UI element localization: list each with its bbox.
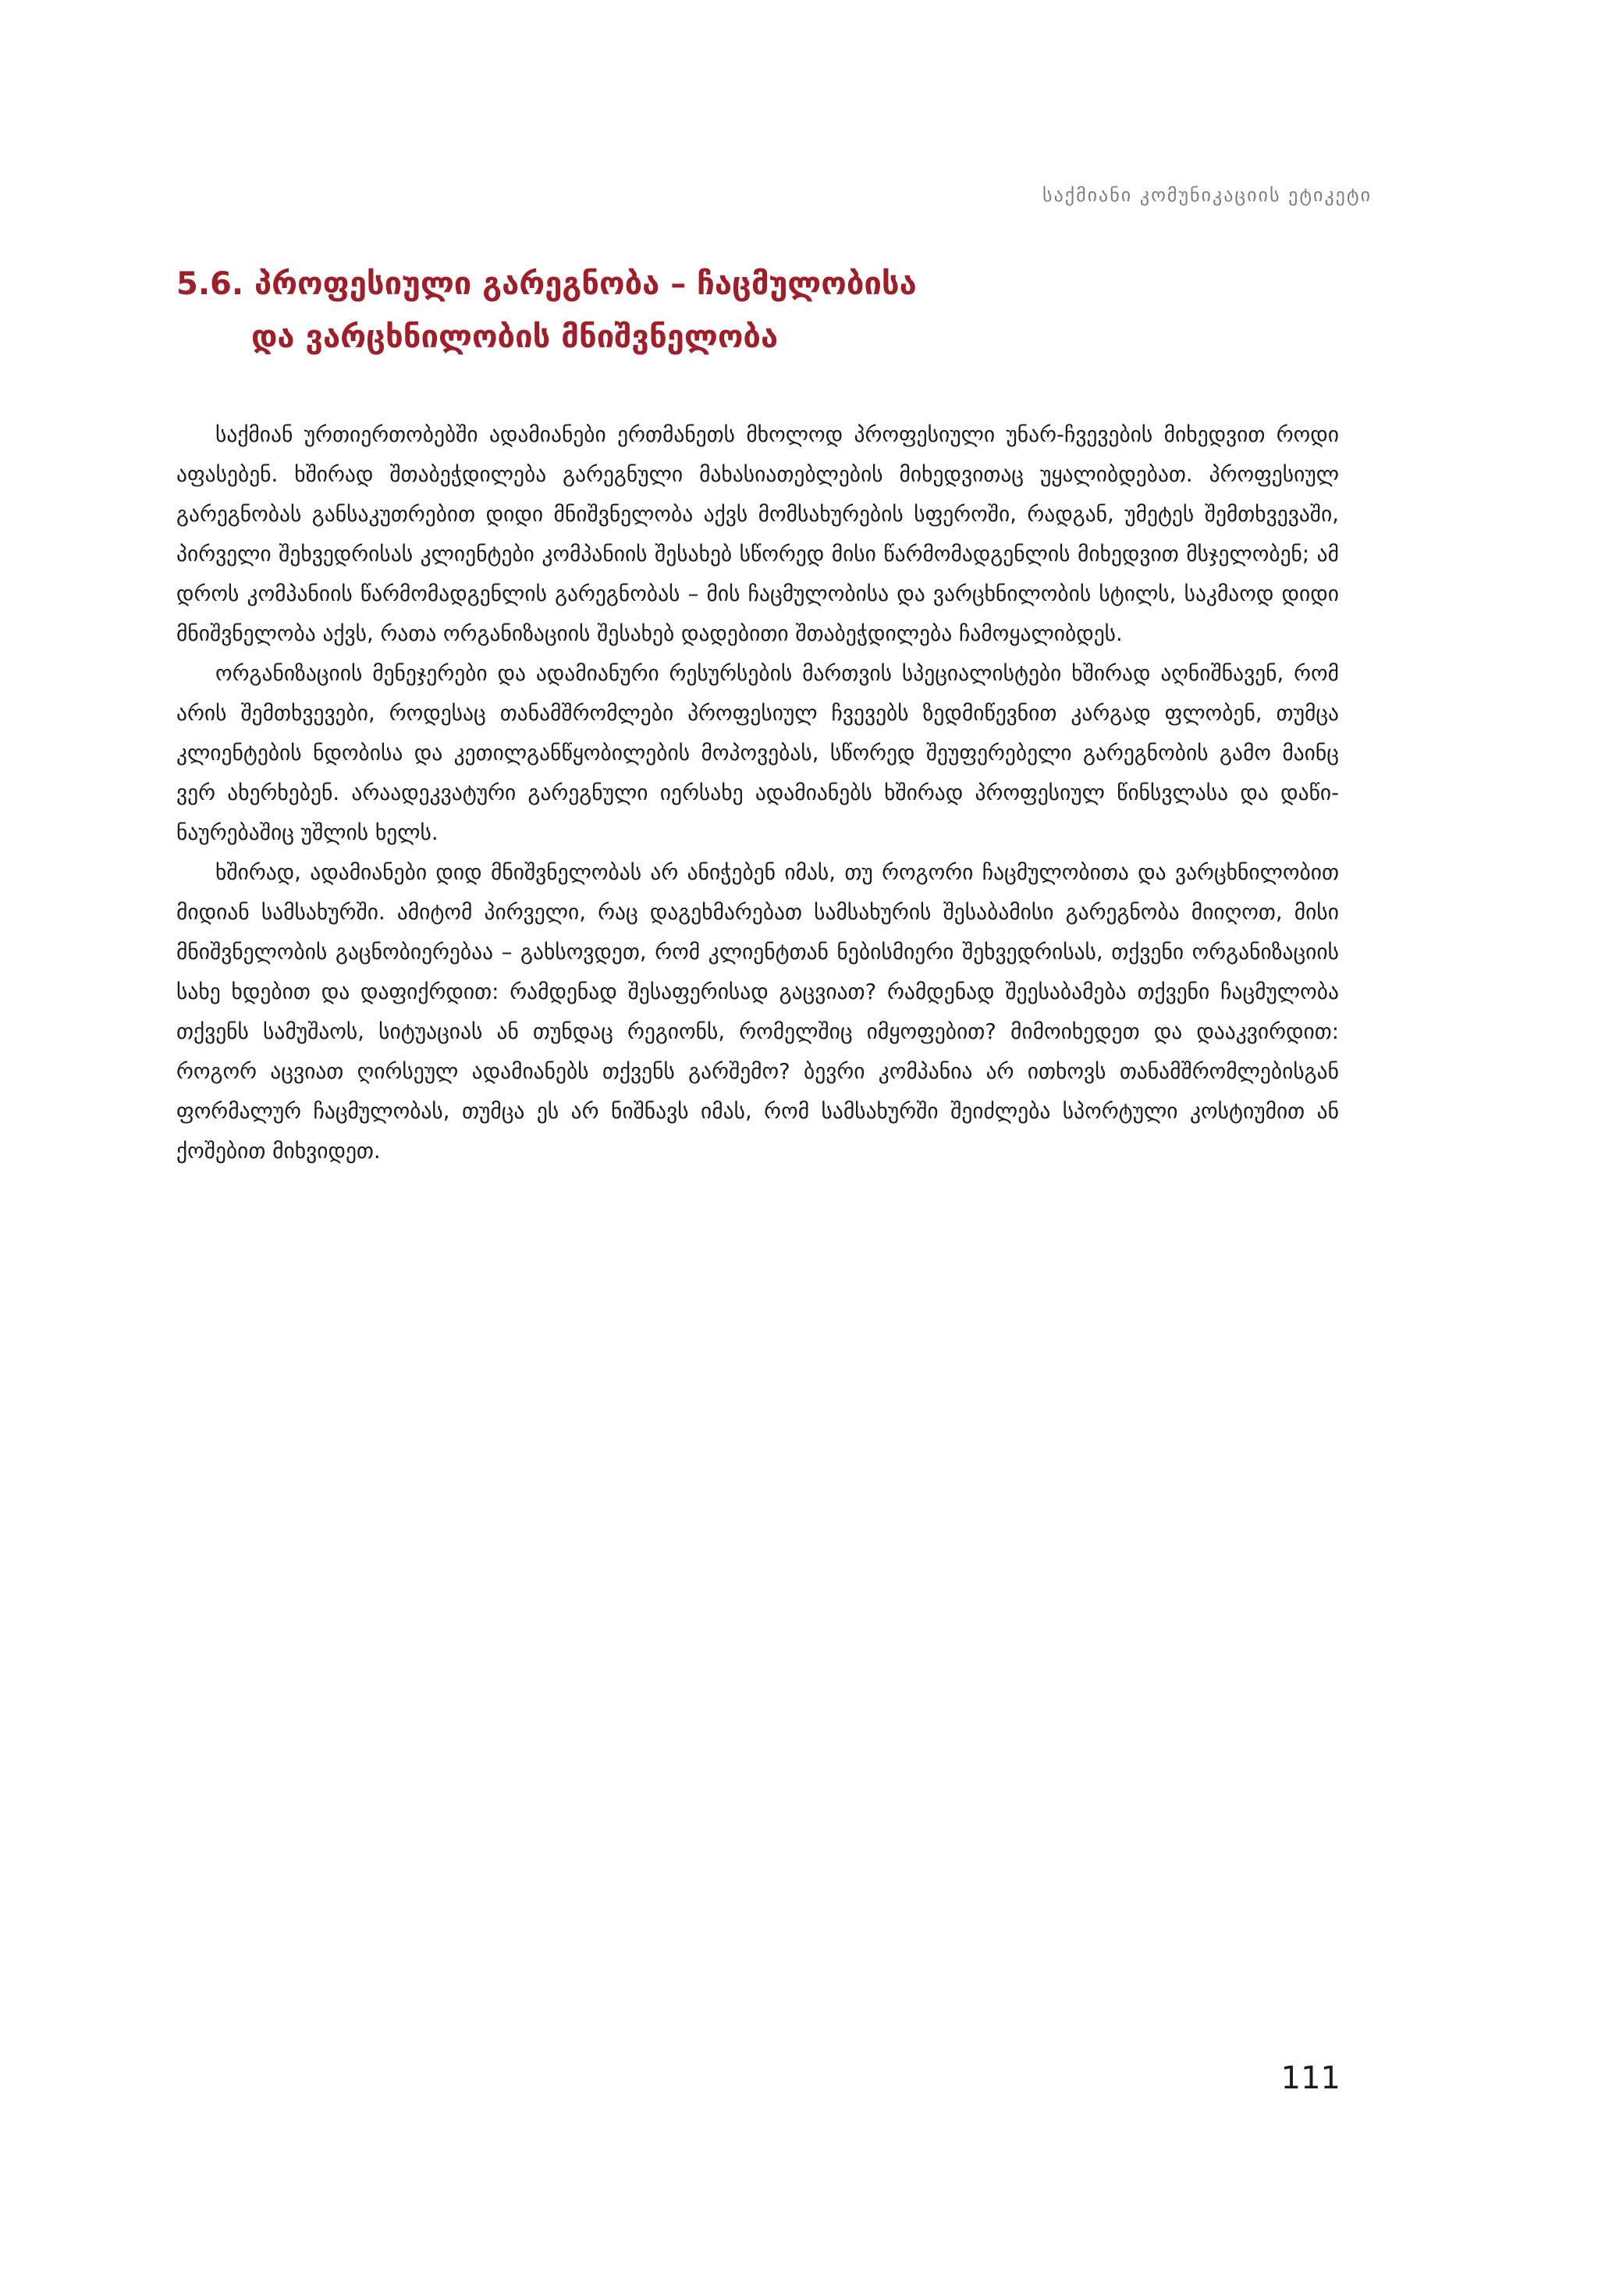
section-title (176, 258, 1394, 364)
section-title-line-2: და ვარცხნილობის მნიშვნელობა (251, 319, 779, 355)
page-number: 111 (1280, 2060, 1341, 2096)
paragraph-3: ხშირად, ადამიანები დიდ მნიშვნელობას არ ანიჭებენ იმას, თუ როგორი ჩაცმულობითა და ვარცხნილობით მიდიან სამსახურში. ამიტომ პირველი, რაც დაგეხმარებათ სამსახურის შესაბამისი გარეგნობა მიიღოთ, მისი მნიშვნელობის გაცნობიერებაა – გახსოვდეთ, რომ კლიენტთან ნებისმიერი შეხვედრისას, თქვენი ორგანიზაციის სახე ხდებით და დაფიქრდით: რამდენად შესაფერისად გაცვიათ? რამდენად შეესაბამება თქვენი ჩაცმულობა თქვენს სამუშაოს, სიტუაციას ან თუნდაც რეგიონს, რომელშიც იმყოფებით? მიმოიხედეთ და დააკვირდით: როგორ აცვიათ ღირსეულ ადამიანებს თქვენს გარშემო? ბევრი კომპანია არ ითხოვს თანამშრომლებისგან ფორმალურ ჩაცმულობას, თუმცა ეს არ ნიშნავს იმას, რომ სამსახურში შეიძლება სპორტული კოსტიუმით ან ქოშებით მიხვიდეთ. (176, 860, 1339, 1164)
paragraph-1: საქმიან ურთიერთობებში ადამიანები ერთმანეთს მხოლოდ პროფესიული უნარ-ჩვევების მიხედვით როდი აფასებენ. ხშირად შთაბეჭდილება გარეგნული მახასიათებლების მიხედვითაც უყალიბდებათ. პროფესიულ გარეგნობას განსაკუთრებით დიდი მნიშვნელობა აქვს მომსახურების სფეროში, რადგან, უმეტეს შემთხვევაში, პირველი შეხვედრისას კლიენტები კომპანიის შესახებ სწორედ მისი წარმომადგენლის მიხედვით მსჯელობენ; ამ დროს კომპანიის წარმომადგენლის გარეგნობას – მის ჩაცმულობისა და ვარცხნილობის სტილს, საკმაოდ დიდი მნიშვნელობა აქვს, რათა ორგანიზაციის შესახებ დადებითი შთაბეჭდილება ჩამოყალიბდეს. (176, 422, 1339, 646)
body-text (176, 415, 1339, 1171)
paragraph-2: ორგანიზაციის მენეჯერები და ადამიანური რესურსების მართვის სპეციალისტები ხშირად აღნიშნავენ, რომ არის შემთხვევები, როდესაც თანამშრომლები პროფესიულ ჩვევებს ზედმიწევნით კარგად ფლობენ, თუმცა კლიენტების ნდობისა და კეთილგანწყობილების მოპოვებას, სწორედ შეუფერებელი გარეგნობის გამო მაინც ვერ ახერხებენ. არაადეკვატური გარეგნული იერსახე ადამიანებს ხშირად პროფესიულ წინსვლასა და დაწინაურებაშიც უშლის ხელს. (176, 661, 1339, 845)
section-title-line-1: 5.6. პროფესიული გარეგნობა – ჩაცმულობისა (176, 266, 917, 302)
running-header: საქმიანი კომუნიკაციის ეტიკეტი (1042, 184, 1372, 206)
